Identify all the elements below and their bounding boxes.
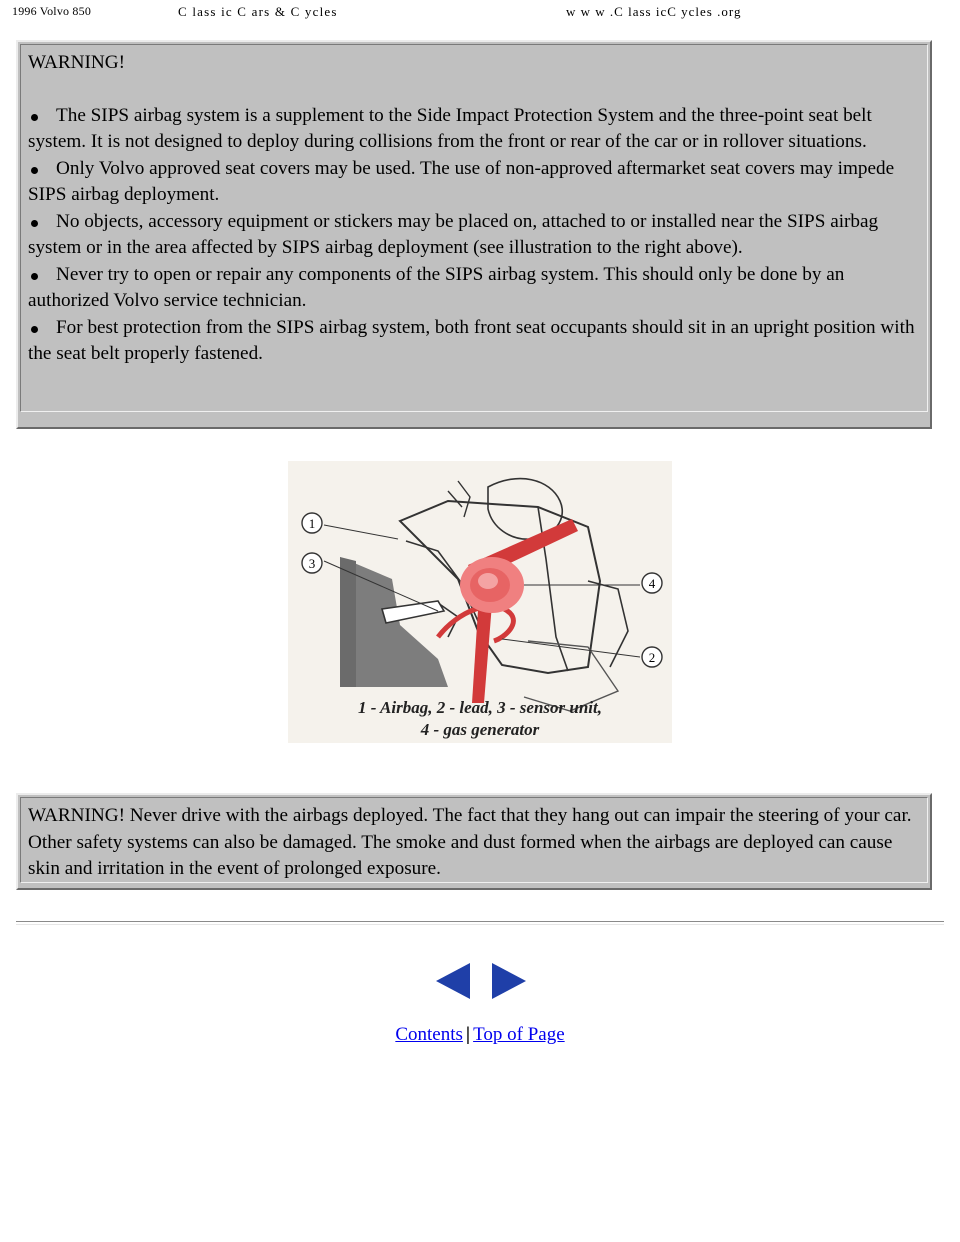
warning-box-deployed — [16, 793, 932, 890]
callout-2: 2 — [648, 650, 656, 665]
figure-caption-line2: 4 - gas generator — [420, 720, 540, 739]
horizontal-divider — [16, 921, 944, 925]
contents-link[interactable]: Contents — [395, 1024, 463, 1045]
warning-box-sips — [16, 40, 932, 429]
warning-bullet: No objects, accessory equipment or stickers may be placed on, attached to or installed near the SIPS airbag system or in the area affected by SIPS airbag deployment (see illustration to the right above). — [28, 210, 879, 258]
warning-bullet: Only Volvo approved seat covers may be used. The use of non-approved aftermarket seat covers may impede SIPS airbag deployment. — [28, 157, 895, 205]
warning-bullet: The SIPS airbag system is a supplement to the Side Impact Protection System and the three-point seat belt system. It is not designed to deploy during collisions from the front or rear of the car or in rollover situations. — [28, 104, 872, 152]
triangle-left-icon[interactable] — [436, 963, 470, 999]
warning-bullet: For best protection from the SIPS airbag system, both front seat occupants should sit in an upright position with the seat belt properly fastened. — [28, 316, 915, 364]
warning-title: WARNING! — [28, 52, 125, 73]
callout-3: 3 — [308, 556, 316, 571]
doc-title: 1996 Volvo 850 — [12, 4, 92, 18]
callout-1: 1 — [308, 516, 316, 531]
callout-4: 4 — [648, 576, 656, 591]
warning-text: WARNING! Never drive with the airbags deployed. The fact that they hang out can impair the steering of your car. Other safety systems can also be damaged. The smoke and dust formed when the airbags are deployed can cause skin and irritation in the event of prolonged exposure. — [28, 805, 912, 879]
bullet-icon — [31, 220, 38, 227]
bullet-icon — [31, 273, 38, 280]
site-url: w w w .C lass icC ycles .org — [566, 4, 742, 19]
bullet-icon — [31, 114, 38, 121]
page-navigation-arrows — [436, 963, 528, 999]
sips-airbag-illustration — [288, 461, 672, 743]
top-of-page-link[interactable]: Top of Page — [473, 1024, 565, 1045]
warning-bullet: Never try to open or repair any components of the SIPS airbag system. This should only be done by an authorized Volvo service technician. — [28, 263, 845, 311]
next-page-button[interactable] — [492, 963, 526, 999]
bullet-icon — [31, 167, 38, 174]
triangle-right-icon[interactable] — [492, 963, 526, 999]
bullet-icon — [31, 326, 38, 333]
footer-links — [0, 1024, 960, 1046]
previous-page-button[interactable] — [436, 963, 470, 999]
site-name: C lass ic C ars & C ycles — [178, 4, 338, 19]
figure-caption-line1: 1 - Airbag, 2 - lead, 3 - sensor unit, — [357, 698, 603, 717]
link-separator: | — [465, 1024, 471, 1045]
warning-bullet-list — [28, 103, 923, 368]
airbag-diagram-svg — [288, 461, 672, 743]
